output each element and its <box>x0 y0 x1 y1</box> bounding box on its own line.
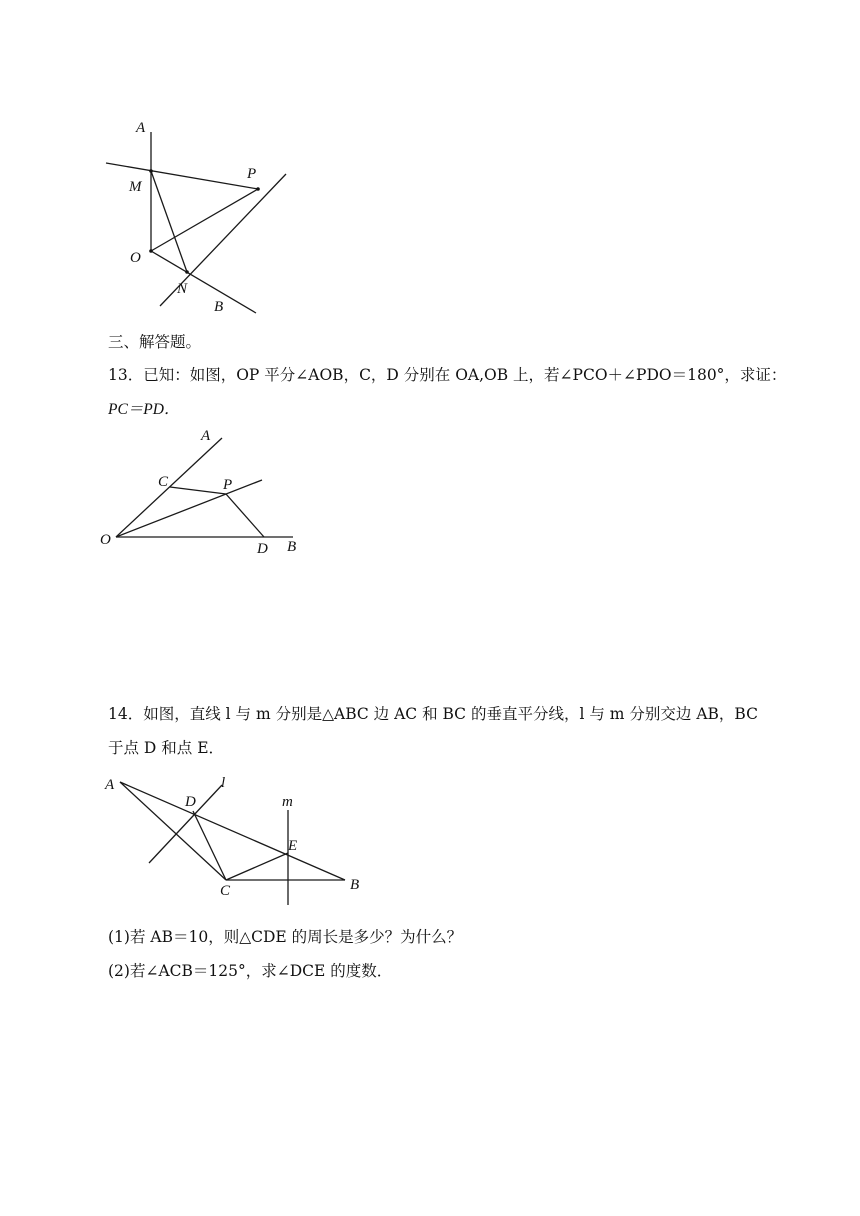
label-e: E <box>288 838 298 854</box>
section-header: 三、解答题。 <box>108 333 202 351</box>
q13-line2: PC＝PD． <box>108 401 180 418</box>
label-l: l <box>221 775 226 791</box>
q14-sub2: (2)若∠ACB＝125°，求∠DCE 的度数． <box>108 962 393 980</box>
label-d: D <box>257 541 268 557</box>
label-a: A <box>136 120 146 136</box>
segment-ab <box>120 782 345 880</box>
q14-sub1: (1)若 AB＝10，则△CDE 的周长是多少？为什么？ <box>108 928 463 946</box>
label-o: O <box>130 250 141 266</box>
q13-line1: 13．已知：如图，OP 平分∠AOB，C，D 分别在 OA,OB 上，若∠PCO＋∠PDO＝180°，求证： <box>108 366 787 384</box>
label-p: P <box>223 477 233 493</box>
label-m: M <box>129 179 142 195</box>
label-a: A <box>201 428 211 444</box>
label-c: C <box>158 474 169 490</box>
label-d: D <box>185 794 196 810</box>
label-b: B <box>350 877 360 893</box>
label-n: N <box>177 281 188 297</box>
q14-line1: 14．如图，直线 l 与 m 分别是△ABC 边 AC 和 BC 的垂直平分线，l 与 m 分别交边 AB，BC <box>108 705 758 723</box>
label-a: A <box>105 777 115 793</box>
label-b: B <box>287 539 297 555</box>
label-c: C <box>220 883 231 899</box>
segment-ac <box>120 782 226 880</box>
label-m: m <box>282 794 293 810</box>
q14-line2: 于点 D 和点 E． <box>108 739 225 757</box>
label-p: P <box>247 166 257 182</box>
label-o: O <box>100 532 111 548</box>
segment-ce <box>226 853 288 880</box>
label-b: B <box>214 299 224 315</box>
